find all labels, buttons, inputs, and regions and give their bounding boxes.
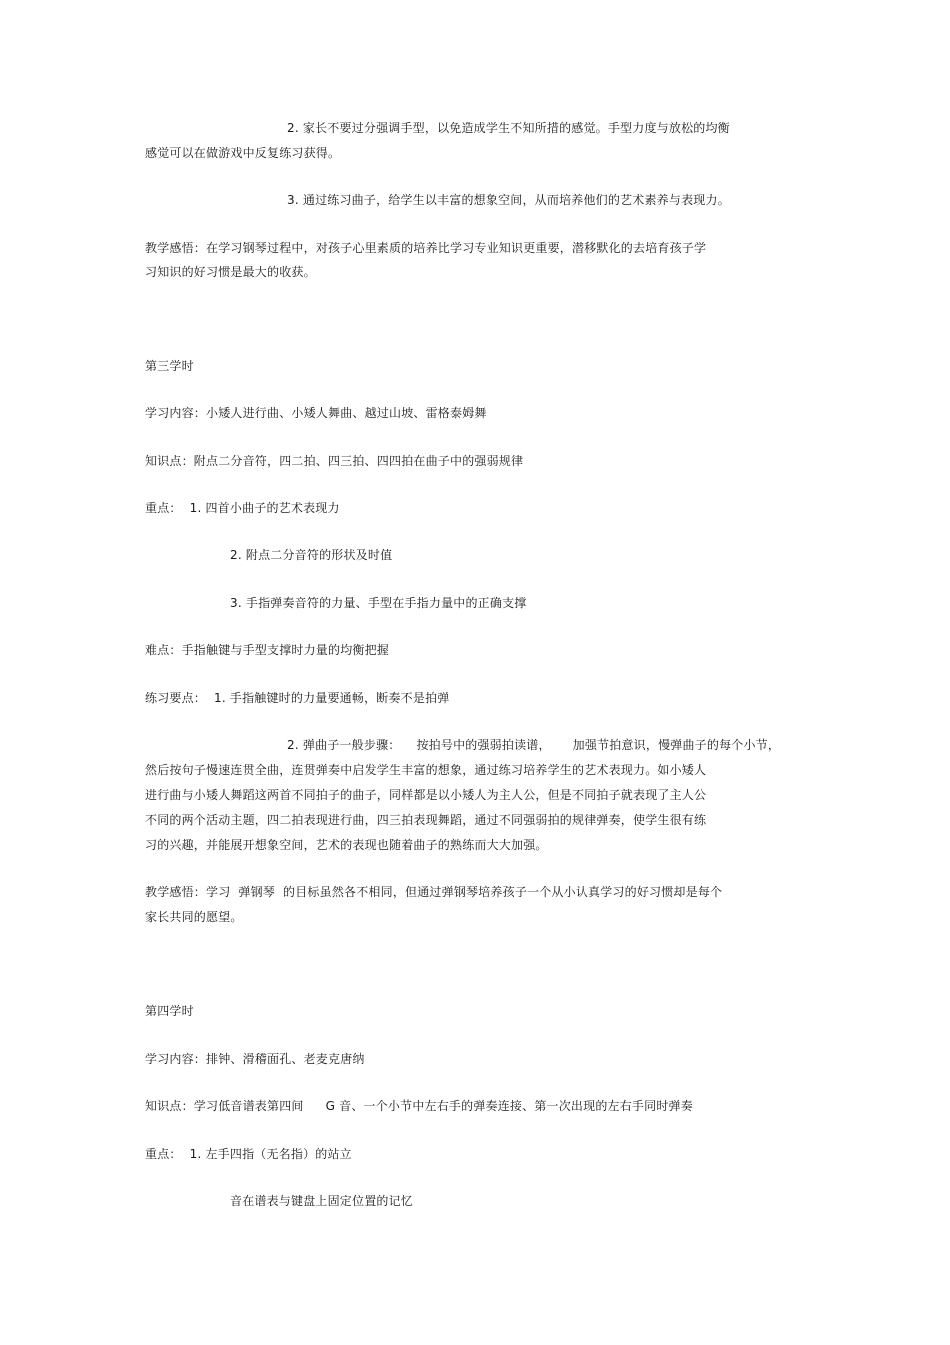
learning-content: 学习内容：排钟、滑稽面孔、老麦克唐纳 <box>145 1052 365 1066</box>
paragraph-line: 然后按句子慢速连贯全曲，连贯弹奏中启发学生丰富的想象，通过练习培养学生的艺术表现力。如小矮人 <box>145 763 707 777</box>
practice-label: 练习要点： <box>145 691 207 705</box>
paragraph-line: 家长共同的愿望。 <box>145 910 243 924</box>
key-point-line <box>145 500 340 516</box>
reflection-part: 弹钢琴 <box>238 885 276 899</box>
knowledge-point: 知识点：附点二分音符，四二拍、四三拍、四四拍在曲子中的强弱规律 <box>145 454 524 468</box>
practice-point-line <box>145 690 449 706</box>
key-label: 重点： <box>145 1147 182 1161</box>
key-label: 重点： <box>145 501 182 515</box>
paragraph-line: 习知识的好习惯是最大的收获。 <box>145 265 316 279</box>
reflection-part: 教学感悟：学习 <box>145 885 231 899</box>
reflection-part: 的目标虽然各不相同，但通过弹钢琴培养孩子一个从小认真学习的好习惯却是每个 <box>283 885 723 899</box>
paragraph-line: 3. 通过练习曲子，给学生以丰富的想象空间，从而培养他们的艺术素养与表现力。 <box>287 193 730 207</box>
key-item: 2. 附点二分音符的形状及时值 <box>230 548 393 562</box>
key-item: 音在谱表与键盘上固定位置的记忆 <box>230 1194 414 1208</box>
difficulty-point: 难点：手指触键与手型支撑时力量的均衡把握 <box>145 643 390 657</box>
knowledge-part: 知识点：学习低音谱表第四间 <box>145 1099 304 1113</box>
paragraph-line: 不同的两个活动主题，四二拍表现进行曲，四三拍表现舞蹈，通过不同强弱拍的规律弹奏，使学生很有练 <box>145 813 707 827</box>
knowledge-point <box>145 1098 693 1114</box>
practice-item-part: 2. 弹曲子一般步骤： <box>287 738 401 752</box>
key-item: 3. 手指弹奏音符的力量、手型在手指力量中的正确支撑 <box>230 596 527 610</box>
practice-item-part: 加强节拍意识，慢弹曲子的每个小节， <box>572 738 781 752</box>
teaching-reflection <box>145 884 722 900</box>
key-item: 1. 四首小曲子的艺术表现力 <box>189 501 340 515</box>
practice-item-line <box>287 737 780 753</box>
section-heading: 第三学时 <box>145 359 194 373</box>
knowledge-part: G 音、一个小节中左右手的弹奏连接、第一次出现的左右手同时弹奏 <box>325 1099 693 1113</box>
practice-item: 1. 手指触键时的力量要通畅，断奏不是拍弹 <box>214 691 450 705</box>
paragraph-line: 教学感悟：在学习钢琴过程中，对孩子心里素质的培养比学习专业知识更重要，潜移默化的去培育孩子学 <box>145 241 707 255</box>
paragraph-line: 感觉可以在做游戏中反复练习获得。 <box>145 146 341 160</box>
practice-item-part: 按拍号中的强弱拍读谱， <box>416 738 551 752</box>
key-item: 1. 左手四指（无名指）的站立 <box>189 1147 352 1161</box>
learning-content: 学习内容：小矮人进行曲、小矮人舞曲、越过山坡、雷格泰姆舞 <box>145 406 487 420</box>
paragraph-line: 习的兴趣，并能展开想象空间，艺术的表现也随着曲子的熟练而大大加强。 <box>145 838 548 852</box>
key-point-line <box>145 1146 352 1162</box>
paragraph-line: 进行曲与小矮人舞蹈这两首不同拍子的曲子，同样都是以小矮人为主人公，但是不同拍子就表现了主人公 <box>145 788 707 802</box>
paragraph-line: 2. 家长不要过分强调手型，以免造成学生不知所措的感觉。手型力度与放松的均衡 <box>287 121 730 135</box>
section-heading: 第四学时 <box>145 1004 194 1018</box>
